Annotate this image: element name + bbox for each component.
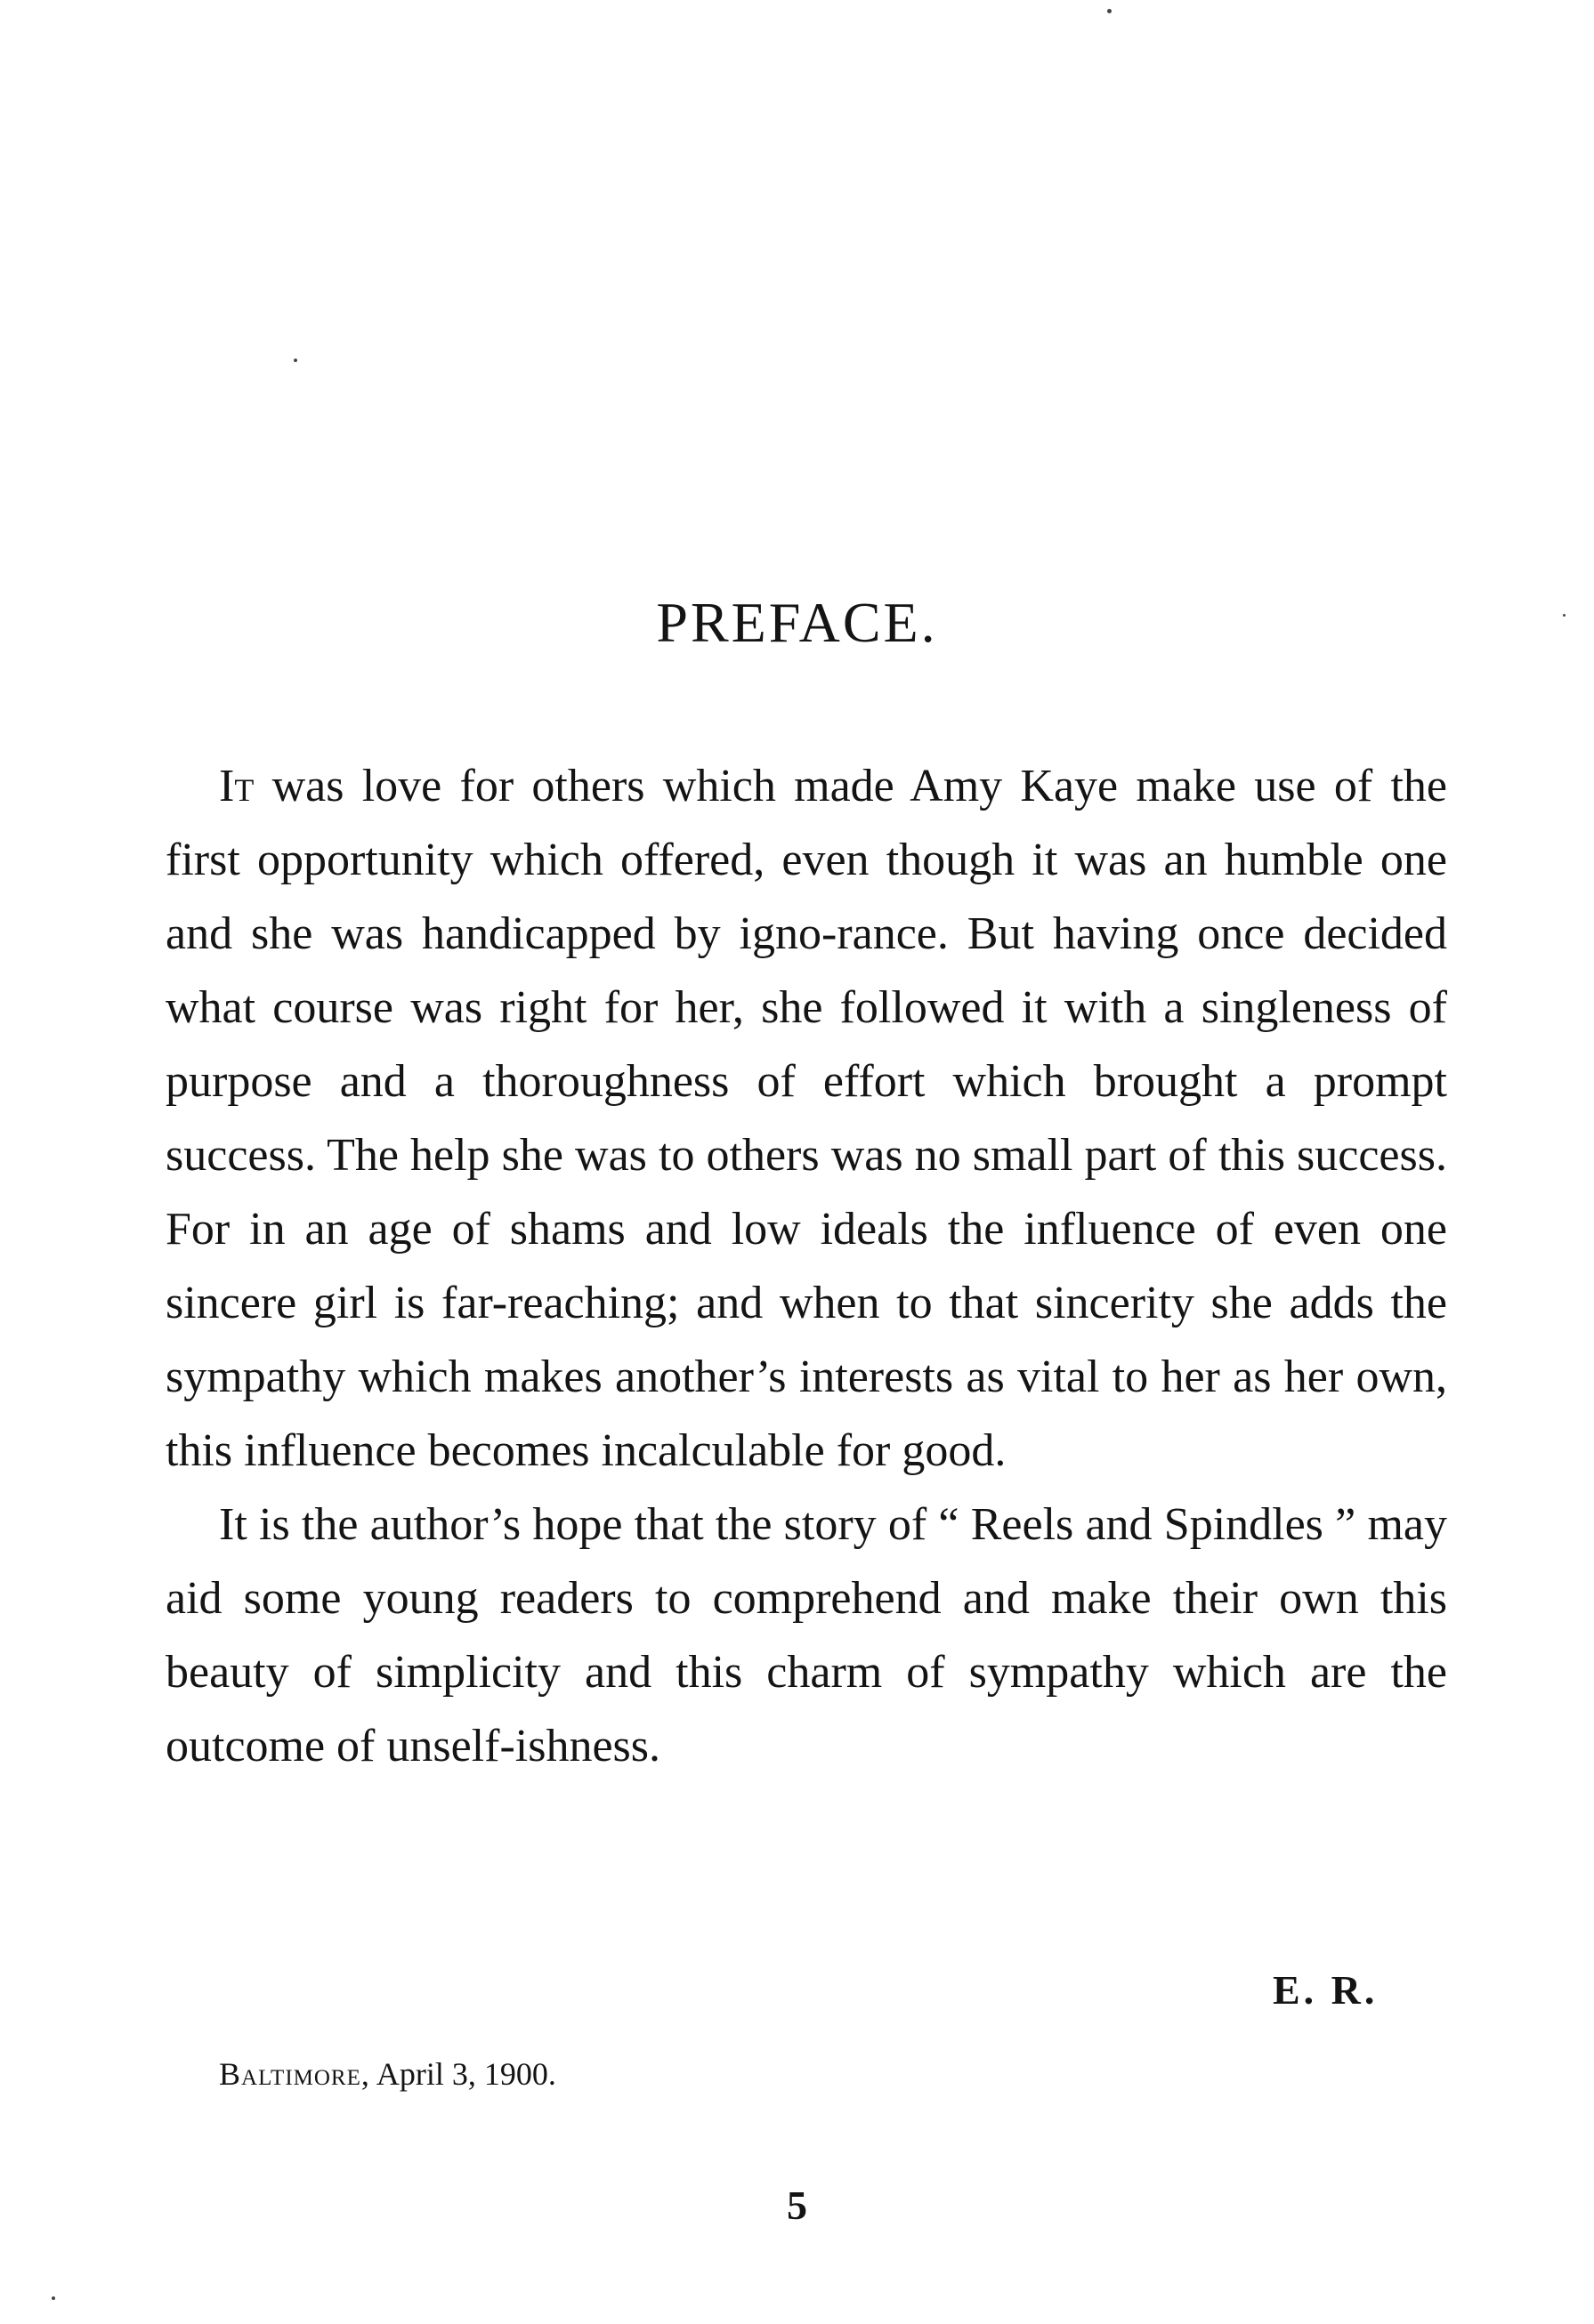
dateline	[219, 2055, 556, 2093]
paragraph-text: It is the author’s hope that the story of “ Reels and Spindles ” may aid some young readers to comprehend and make their own this beauty of simplicity and this charm of sympathy which are the outcome of unself-ishness.	[166, 1499, 1447, 1771]
author-initials: E. R.	[1273, 1967, 1379, 2013]
paragraph	[166, 749, 1447, 1488]
preface-body	[166, 749, 1447, 1783]
dateline-place: Baltimore,	[219, 2056, 370, 2092]
lead-word: It	[219, 761, 255, 811]
paper-speck	[1107, 9, 1112, 13]
paper-speck	[52, 2296, 55, 2300]
paragraph-text: was love for others which made Amy Kaye make use of the first opportunity which offered, even though it was an humble one and she was handicapped by igno-rance. But having once decided what course was right for her, she followed it with a singleness of purpose and a thoroughness of effort which brought a prompt success. The help she was to others was no small part of this success. For in an age of shams and low ideals the influence of even one sincere girl is far-reaching; and when to that sincerity she adds the sympathy which makes another’s interests as vital to her as her own, this influence becomes incalculable for good.	[166, 761, 1447, 1476]
paragraph	[166, 1488, 1447, 1783]
page-number: 5	[787, 2183, 807, 2228]
dateline-date: April 3, 1900.	[376, 2056, 556, 2092]
paper-speck	[294, 359, 297, 362]
page-title: PREFACE.	[656, 591, 938, 654]
